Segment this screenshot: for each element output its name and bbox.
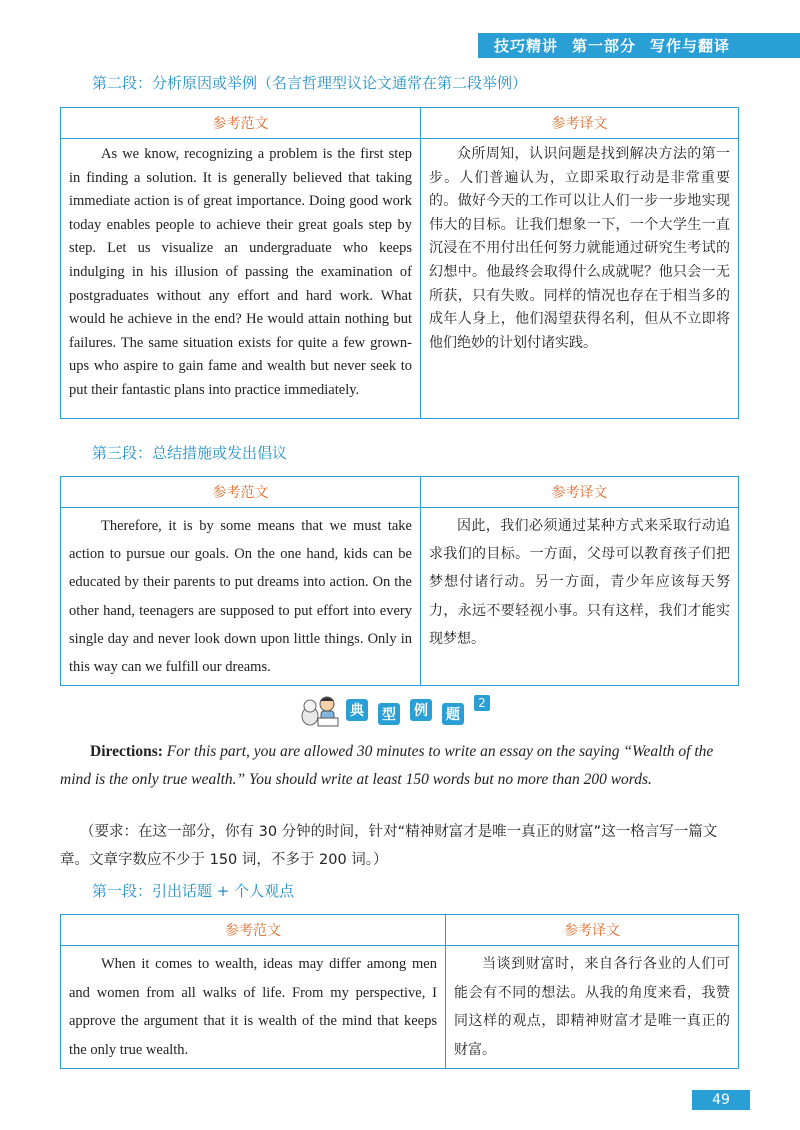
column-label-zh: 参考译文 <box>421 108 739 139</box>
sample-essay-en: Therefore, it is by some means that we must take action to pursue our goals. On the one hand, kids can be educated by their parents to put dreams into action. On the other hand, teenagers are supposed to put effort into every single day and never look down upon little things. Only in this way can we fulfill our dreams. <box>61 508 421 686</box>
sample-translation-zh: 当谈到财富时，来自各行各业的人们可能会有不同的想法。从我的角度来看，我赞同这样的观点，即精神财富才是唯一真正的财富。 <box>446 946 739 1069</box>
directions-label: Directions: <box>90 743 163 760</box>
header-item: 写作与翻译 <box>650 37 731 55</box>
sample-essay-en: As we know, recognizing a problem is the first step in finding a solution. It is generally believed that taking immediate action is of great importance. Doing good work today enables people to achieve their great goals step by step. Let us visualize an undergraduate who keeps indulging in his illusion of passing the examination of postgraduates without any effort and hard work. What would he achieve in the end? He would attain nothing but failures. The same situation exists for quite a few grown-ups who aspire to gain fame and wealth but never seek to put their fantastic plans into practice immediately. <box>61 139 421 419</box>
column-label-zh: 参考译文 <box>421 477 739 508</box>
section-heading-paragraph-1: 第一段：引出话题 + 个人观点 <box>92 882 295 900</box>
example-banner <box>300 690 490 730</box>
bilingual-table-3 <box>60 914 739 1069</box>
bilingual-table-2 <box>60 476 739 686</box>
section-heading-paragraph-2: 第二段：分析原因或举例（名言哲理型议论文通常在第二段举例） <box>92 74 528 92</box>
section-heading-paragraph-3: 第三段：总结措施或发出倡议 <box>92 444 288 462</box>
column-label-zh: 参考译文 <box>446 915 739 946</box>
example-char: 型 <box>378 703 400 725</box>
directions <box>60 738 740 794</box>
directions-text: For this part, you are allowed 30 minutes to write an essay on the saying “Wealth of the mind is the only true wealth.” You should write at least 150 words but no more than 200 words. <box>60 743 714 788</box>
sample-essay-en: When it comes to wealth, ideas may differ among men and women from all walks of life. From my perspective, I approve the argument that it is wealth of the mind that keeps the only true wealth. <box>61 946 446 1069</box>
example-char: 题 <box>442 703 464 725</box>
header-item: 第一部分 <box>572 37 637 55</box>
requirement-zh: （要求：在这一部分，你有 30 分钟的时间，针对“精神财富才是唯一真正的财富”这一格言写一篇文章。文章字数应不少于 150 词，不多于 200 词。） <box>60 824 718 868</box>
sample-translation-zh: 因此，我们必须通过某种方式来采取行动追求我们的目标。一方面，父母可以教育孩子们把梦想付诸行动。另一方面，青少年应该每天努力，永远不要轻视小事。只有这样，我们才能实现梦想。 <box>421 508 739 686</box>
mascot-icon <box>300 692 340 728</box>
running-header <box>478 33 800 58</box>
sample-translation-zh: 众所周知，认识问题是找到解决方法的第一步。人们普遍认为，立即采取行动是非常重要的。做好今天的工作可以让人们一步一步地实现伟大的目标。让我们想象一下，一个大学生一直沉浸在不用付出任何努力就能通过研究生考试的幻想中。他最终会取得什么成就呢？他只会一无所获，只有失败。同样的情况也存在于相当多的成年人身上，他们渴望获得名利，但从不立即将他们绝妙的计划付诸实践。 <box>421 139 739 419</box>
page-number: 49 <box>692 1090 750 1110</box>
column-label-en: 参考范文 <box>61 108 421 139</box>
header-item: 技巧精讲 <box>494 37 559 55</box>
column-label-en: 参考范文 <box>61 915 446 946</box>
bilingual-table-1 <box>60 107 739 419</box>
example-char: 例 <box>410 699 432 721</box>
column-label-en: 参考范文 <box>61 477 421 508</box>
example-number: 2 <box>474 695 490 711</box>
example-char: 典 <box>346 699 368 721</box>
